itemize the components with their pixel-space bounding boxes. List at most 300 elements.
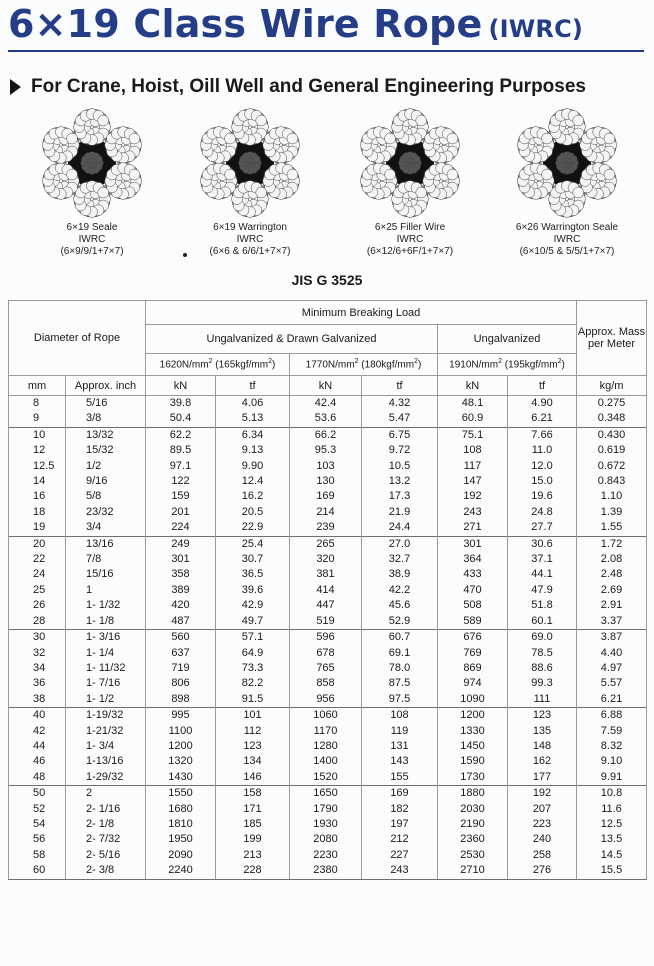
- header-grade-1910: $1910N/mm^2$ $(195kgf/mm^2)$: [438, 354, 577, 376]
- table-row: [9, 396, 647, 412]
- table-cell: 155: [362, 770, 438, 786]
- table-cell: 1- 1/4: [66, 646, 146, 661]
- table-cell: 169: [362, 786, 438, 802]
- table-cell: 62.2: [146, 427, 216, 443]
- table-cell: 16.2: [216, 489, 290, 504]
- table-cell: 0.275: [577, 396, 647, 412]
- table-cell: 15/16: [66, 567, 146, 582]
- table-cell: 207: [508, 802, 577, 817]
- table-cell: 185: [216, 817, 290, 832]
- table-cell: 19.6: [508, 489, 577, 504]
- table-cell: 364: [438, 552, 508, 567]
- table-cell: 169: [290, 489, 362, 504]
- table-cell: 60.1: [508, 614, 577, 630]
- table-cell: 1400: [290, 754, 362, 769]
- rope-formula: (6×12/6+6F/1+7×7): [366, 246, 454, 257]
- table-cell: 2- 7/32: [66, 832, 146, 847]
- table-row: [9, 552, 647, 567]
- table-cell: 45.6: [362, 598, 438, 613]
- table-cell: 487: [146, 614, 216, 630]
- table-cell: 1.72: [577, 536, 647, 552]
- rope-core: IWRC: [78, 234, 106, 245]
- table-cell: 381: [290, 567, 362, 582]
- table-cell: 32: [9, 646, 66, 661]
- table-cell: 243: [438, 505, 508, 520]
- table-cell: 265: [290, 536, 362, 552]
- table-cell: 0.672: [577, 459, 647, 474]
- table-cell: 25.4: [216, 536, 290, 552]
- table-cell: 88.6: [508, 661, 577, 676]
- table-cell: 7.59: [577, 724, 647, 739]
- table-cell: 130: [290, 474, 362, 489]
- table-row: [9, 443, 647, 458]
- table-cell: 1200: [438, 708, 508, 724]
- table-cell: 1-29/32: [66, 770, 146, 786]
- table-cell: 5.47: [362, 411, 438, 427]
- table-cell: 1- 1/8: [66, 614, 146, 630]
- table-cell: 560: [146, 630, 216, 646]
- table-cell: 678: [290, 646, 362, 661]
- table-cell: 447: [290, 598, 362, 613]
- rope-core: IWRC: [236, 234, 264, 245]
- table-cell: 1810: [146, 817, 216, 832]
- table-cell: 159: [146, 489, 216, 504]
- table-cell: 6.21: [577, 692, 647, 708]
- table-row: [9, 598, 647, 613]
- table-cell: 1680: [146, 802, 216, 817]
- table-cell: 48: [9, 770, 66, 786]
- table-cell: 4.06: [216, 396, 290, 412]
- table-cell: 24.8: [508, 505, 577, 520]
- rope-filler-wire: [330, 108, 490, 258]
- table-row: [9, 489, 647, 504]
- table-cell: 4.40: [577, 646, 647, 661]
- table-cell: 44: [9, 739, 66, 754]
- table-cell: 9.91: [577, 770, 647, 786]
- table-row: [9, 505, 647, 520]
- header-grade-1620: $1620N/mm^2$ $(165kgf/mm^2)$: [146, 354, 290, 376]
- table-cell: 1650: [290, 786, 362, 802]
- table-cell: 123: [508, 708, 577, 724]
- table-cell: 97.5: [362, 692, 438, 708]
- rope-formula: (6×9/9/1+7×7): [60, 246, 124, 257]
- table-cell: 9.13: [216, 443, 290, 458]
- table-row: [9, 802, 647, 817]
- table-cell: 719: [146, 661, 216, 676]
- table-cell: 3.87: [577, 630, 647, 646]
- table-cell: 1090: [438, 692, 508, 708]
- rope-formula: (6×6 & 6/6/1+7×7): [209, 246, 291, 257]
- table-cell: 54: [9, 817, 66, 832]
- table-cell: 48.1: [438, 396, 508, 412]
- header-inch: Approx. inch: [66, 376, 146, 396]
- table-cell: 32.7: [362, 552, 438, 567]
- header-kn: kN: [438, 376, 508, 396]
- table-row: [9, 817, 647, 832]
- table-cell: 42: [9, 724, 66, 739]
- table-cell: 73.3: [216, 661, 290, 676]
- table-cell: 214: [290, 505, 362, 520]
- table-cell: 101: [216, 708, 290, 724]
- table-cell: 36.5: [216, 567, 290, 582]
- table-cell: 11.6: [577, 802, 647, 817]
- table-cell: 15.0: [508, 474, 577, 489]
- table-cell: 271: [438, 520, 508, 536]
- table-cell: 12: [9, 443, 66, 458]
- table-cell: 5.57: [577, 676, 647, 691]
- rope-cross-section-icon: [355, 108, 465, 218]
- table-cell: 249: [146, 536, 216, 552]
- table-cell: 898: [146, 692, 216, 708]
- table-cell: 2080: [290, 832, 362, 847]
- table-cell: 135: [508, 724, 577, 739]
- table-cell: 320: [290, 552, 362, 567]
- table-cell: 13/16: [66, 536, 146, 552]
- table-cell: 2- 1/16: [66, 802, 146, 817]
- table-cell: 227: [362, 848, 438, 863]
- table-cell: 869: [438, 661, 508, 676]
- table-cell: 1/2: [66, 459, 146, 474]
- table-cell: 358: [146, 567, 216, 582]
- table-cell: 1430: [146, 770, 216, 786]
- rope-name: 6×25 Filler Wire: [374, 222, 446, 233]
- table-cell: 117: [438, 459, 508, 474]
- table-cell: 0.619: [577, 443, 647, 458]
- table-cell: 433: [438, 567, 508, 582]
- table-cell: 56: [9, 832, 66, 847]
- table-cell: 64.9: [216, 646, 290, 661]
- table-cell: 197: [362, 817, 438, 832]
- header-tf: tf: [508, 376, 577, 396]
- table-cell: 99.3: [508, 676, 577, 691]
- table-cell: 0.348: [577, 411, 647, 427]
- table-cell: 2710: [438, 863, 508, 879]
- table-cell: 40: [9, 708, 66, 724]
- table-cell: 34: [9, 661, 66, 676]
- table-cell: 49.7: [216, 614, 290, 630]
- table-cell: 243: [362, 863, 438, 879]
- table-cell: 0.843: [577, 474, 647, 489]
- rope-name: 6×19 Seale: [66, 222, 118, 233]
- header-ungalv-drawn: Ungalvanized & Drawn Galvanized: [146, 325, 438, 354]
- table-cell: 2190: [438, 817, 508, 832]
- table-cell: 20.5: [216, 505, 290, 520]
- table-cell: 806: [146, 676, 216, 691]
- page-title: [8, 2, 583, 46]
- rope-diagrams: [0, 108, 654, 268]
- table-cell: 6.75: [362, 427, 438, 443]
- table-cell: 30.6: [508, 536, 577, 552]
- table-cell: 12.5: [577, 817, 647, 832]
- table-cell: 39.8: [146, 396, 216, 412]
- table-cell: 108: [438, 443, 508, 458]
- header-min-breaking-load: Minimum Breaking Load: [146, 301, 577, 325]
- table-cell: 1100: [146, 724, 216, 739]
- table-cell: 192: [438, 489, 508, 504]
- table-cell: 1: [66, 583, 146, 598]
- table-cell: 6.34: [216, 427, 290, 443]
- table-cell: 5/8: [66, 489, 146, 504]
- table-cell: 2.48: [577, 567, 647, 582]
- wire-rope-table: [8, 300, 647, 880]
- table-cell: 57.1: [216, 630, 290, 646]
- table-cell: 78.5: [508, 646, 577, 661]
- rope-cross-section-icon: [195, 108, 305, 218]
- table-cell: 858: [290, 676, 362, 691]
- table-cell: 2: [66, 786, 146, 802]
- table-cell: 97.1: [146, 459, 216, 474]
- table-row: [9, 786, 647, 802]
- table-cell: 1730: [438, 770, 508, 786]
- table-cell: 19: [9, 520, 66, 536]
- table-row: [9, 739, 647, 754]
- rope-core: IWRC: [553, 234, 581, 245]
- table-row: [9, 832, 647, 847]
- table-cell: 60: [9, 863, 66, 879]
- table-cell: 239: [290, 520, 362, 536]
- table-cell: 148: [508, 739, 577, 754]
- table-cell: 20: [9, 536, 66, 552]
- table-cell: 1520: [290, 770, 362, 786]
- table-cell: 7.66: [508, 427, 577, 443]
- table-cell: 1- 11/32: [66, 661, 146, 676]
- table-cell: 13.2: [362, 474, 438, 489]
- standard-label: JIS G 3525: [291, 272, 363, 288]
- table-cell: 389: [146, 583, 216, 598]
- table-row: [9, 646, 647, 661]
- header-kn: kN: [290, 376, 362, 396]
- table-cell: 52: [9, 802, 66, 817]
- table-cell: 2240: [146, 863, 216, 879]
- table-cell: 108: [362, 708, 438, 724]
- table-cell: 9.90: [216, 459, 290, 474]
- table-cell: 58: [9, 848, 66, 863]
- table-cell: 15/32: [66, 443, 146, 458]
- table-cell: 1-19/32: [66, 708, 146, 724]
- table-cell: 9: [9, 411, 66, 427]
- table-cell: 123: [216, 739, 290, 754]
- rope-core: IWRC: [396, 234, 424, 245]
- table-cell: 60.7: [362, 630, 438, 646]
- table-row: [9, 848, 647, 863]
- rope-warrington: [170, 108, 330, 258]
- table-cell: 30.7: [216, 552, 290, 567]
- table-cell: 13.5: [577, 832, 647, 847]
- table-cell: 2230: [290, 848, 362, 863]
- table-row: [9, 427, 647, 443]
- table-cell: 1060: [290, 708, 362, 724]
- rope-cross-section-icon: [37, 108, 147, 218]
- table-cell: 39.6: [216, 583, 290, 598]
- table-cell: 1280: [290, 739, 362, 754]
- table-cell: 1550: [146, 786, 216, 802]
- table-cell: 2.69: [577, 583, 647, 598]
- table-cell: 177: [508, 770, 577, 786]
- header-kgm: kg/m: [577, 376, 647, 396]
- table-cell: 5/16: [66, 396, 146, 412]
- table-row: [9, 708, 647, 724]
- table-cell: 2- 3/8: [66, 863, 146, 879]
- table-cell: 9/16: [66, 474, 146, 489]
- subtitle: [10, 76, 586, 98]
- table-cell: 1.55: [577, 520, 647, 536]
- header-tf: tf: [216, 376, 290, 396]
- table-cell: 131: [362, 739, 438, 754]
- table-cell: 676: [438, 630, 508, 646]
- table-cell: 42.9: [216, 598, 290, 613]
- header-kn: kN: [146, 376, 216, 396]
- table-cell: 201: [146, 505, 216, 520]
- table-cell: 8.32: [577, 739, 647, 754]
- table-cell: 9.10: [577, 754, 647, 769]
- table-cell: 147: [438, 474, 508, 489]
- table-cell: 69.1: [362, 646, 438, 661]
- header-mm: mm: [9, 376, 66, 396]
- table-cell: 42.2: [362, 583, 438, 598]
- rope-name: 6×19 Warrington: [213, 222, 287, 233]
- table-cell: 66.2: [290, 427, 362, 443]
- table-row: [9, 474, 647, 489]
- rope-warrington-seale: [487, 108, 647, 258]
- table-cell: 956: [290, 692, 362, 708]
- table-cell: 1930: [290, 817, 362, 832]
- arrow-right-icon: [10, 79, 21, 95]
- title-underline: [8, 50, 644, 52]
- header-tf: tf: [362, 376, 438, 396]
- table-row: [9, 459, 647, 474]
- table-cell: 3.37: [577, 614, 647, 630]
- table-cell: 162: [508, 754, 577, 769]
- table-cell: 589: [438, 614, 508, 630]
- table-cell: 42.4: [290, 396, 362, 412]
- table-cell: 50.4: [146, 411, 216, 427]
- table-cell: 182: [362, 802, 438, 817]
- subtitle-text: For Crane, Hoist, Oill Well and General Engineering Purposes: [31, 76, 586, 97]
- table-row: [9, 661, 647, 676]
- table-cell: 8: [9, 396, 66, 412]
- table-cell: 4.32: [362, 396, 438, 412]
- table-cell: 301: [438, 536, 508, 552]
- table-cell: 192: [508, 786, 577, 802]
- table-cell: 4.90: [508, 396, 577, 412]
- table-cell: 12.0: [508, 459, 577, 474]
- table-row: [9, 754, 647, 769]
- table-cell: 7/8: [66, 552, 146, 567]
- table-cell: 26: [9, 598, 66, 613]
- table-row: [9, 724, 647, 739]
- table-cell: 27.0: [362, 536, 438, 552]
- table-row: [9, 520, 647, 536]
- table-cell: 37.1: [508, 552, 577, 567]
- table-cell: 10: [9, 427, 66, 443]
- table-cell: 213: [216, 848, 290, 863]
- table-cell: 82.2: [216, 676, 290, 691]
- table-cell: 3/8: [66, 411, 146, 427]
- table-cell: 1790: [290, 802, 362, 817]
- table-cell: 1- 1/2: [66, 692, 146, 708]
- table-cell: 46: [9, 754, 66, 769]
- table-cell: 53.6: [290, 411, 362, 427]
- table-row: [9, 614, 647, 630]
- table-row: [9, 863, 647, 879]
- table-cell: 14: [9, 474, 66, 489]
- table-cell: 1.39: [577, 505, 647, 520]
- table-cell: 122: [146, 474, 216, 489]
- table-cell: 143: [362, 754, 438, 769]
- table-cell: 240: [508, 832, 577, 847]
- table-cell: 23/32: [66, 505, 146, 520]
- table-cell: 38.9: [362, 567, 438, 582]
- title-main: 6×19 Class Wire Rope: [8, 2, 483, 46]
- table-row: [9, 567, 647, 582]
- table-cell: 1- 1/32: [66, 598, 146, 613]
- table-cell: 1450: [438, 739, 508, 754]
- table-cell: 111: [508, 692, 577, 708]
- table-cell: 44.1: [508, 567, 577, 582]
- title-suffix: (IWRC): [488, 15, 584, 43]
- table-cell: 995: [146, 708, 216, 724]
- table-cell: 228: [216, 863, 290, 879]
- table-row: [9, 676, 647, 691]
- table-cell: 47.9: [508, 583, 577, 598]
- table-cell: 0.430: [577, 427, 647, 443]
- table-cell: 25: [9, 583, 66, 598]
- table-cell: 10.5: [362, 459, 438, 474]
- table-cell: 21.9: [362, 505, 438, 520]
- table-cell: 36: [9, 676, 66, 691]
- table-cell: 301: [146, 552, 216, 567]
- table-cell: 2.08: [577, 552, 647, 567]
- table-cell: 51.8: [508, 598, 577, 613]
- rope-formula: (6×10/5 & 5/5/1+7×7): [519, 246, 615, 257]
- table-cell: 12.4: [216, 474, 290, 489]
- table-row: [9, 770, 647, 786]
- table-cell: 276: [508, 863, 577, 879]
- table-cell: 223: [508, 817, 577, 832]
- table-cell: 22.9: [216, 520, 290, 536]
- table-cell: 78.0: [362, 661, 438, 676]
- table-cell: 414: [290, 583, 362, 598]
- table-cell: 16: [9, 489, 66, 504]
- table-cell: 119: [362, 724, 438, 739]
- table-cell: 75.1: [438, 427, 508, 443]
- header-diameter: Diameter of Rope: [9, 301, 146, 376]
- table-row: [9, 630, 647, 646]
- table-cell: 1200: [146, 739, 216, 754]
- table-cell: 4.97: [577, 661, 647, 676]
- table-cell: 470: [438, 583, 508, 598]
- table-cell: 28: [9, 614, 66, 630]
- table-cell: 50: [9, 786, 66, 802]
- table-cell: 95.3: [290, 443, 362, 458]
- table-cell: 1950: [146, 832, 216, 847]
- table-cell: 2- 5/16: [66, 848, 146, 863]
- table-row: [9, 692, 647, 708]
- rope-cross-section-icon: [512, 108, 622, 218]
- table-cell: 89.5: [146, 443, 216, 458]
- table-cell: 69.0: [508, 630, 577, 646]
- table-cell: 15.5: [577, 863, 647, 879]
- table-cell: 60.9: [438, 411, 508, 427]
- rope-seale: [12, 108, 172, 258]
- table-cell: 112: [216, 724, 290, 739]
- header-mass: Approx. Mass per Meter: [577, 301, 647, 376]
- table-cell: 22: [9, 552, 66, 567]
- table-cell: 637: [146, 646, 216, 661]
- header-ungalv: Ungalvanized: [438, 325, 577, 354]
- table-cell: 1330: [438, 724, 508, 739]
- table-cell: 2090: [146, 848, 216, 863]
